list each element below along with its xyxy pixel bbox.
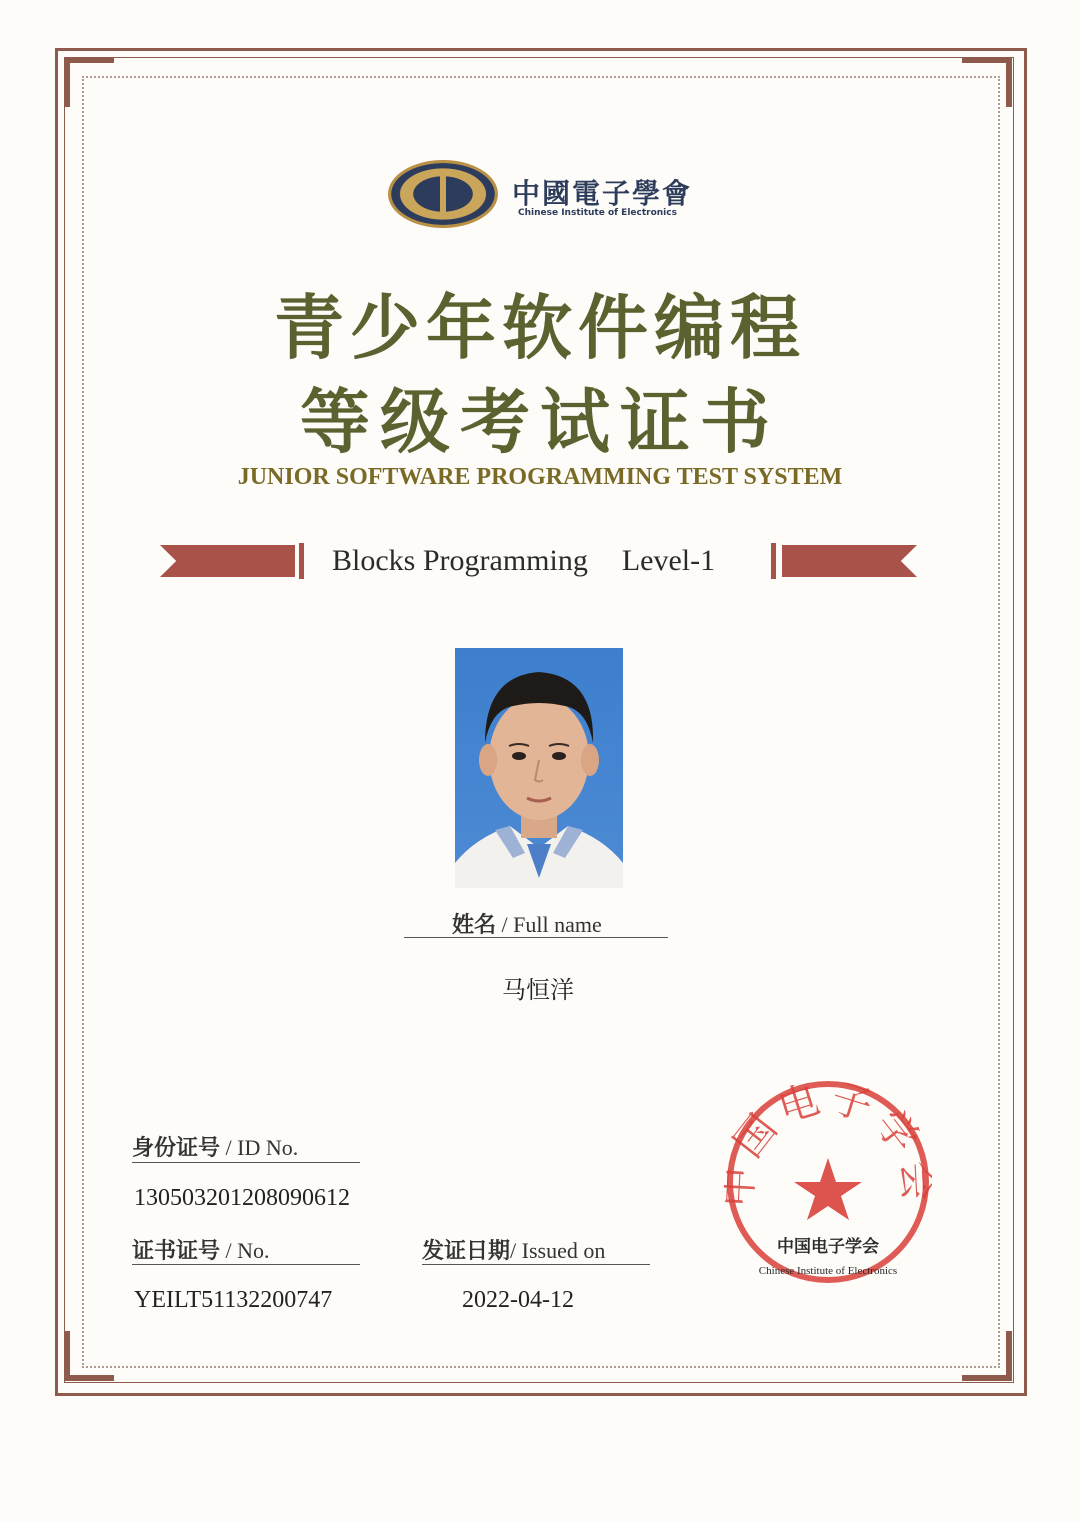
id-number-label [132, 1131, 298, 1162]
seal-ring-text: 国电子学 [725, 1078, 931, 1167]
certificate-label-cn: 证书证号 [132, 1238, 221, 1263]
issue-date-label [422, 1234, 605, 1265]
program-level [332, 544, 715, 578]
full-name-label-en: / Full name [496, 912, 602, 937]
issue-date-underline [422, 1264, 650, 1265]
seal-name-cn: 中国电子学会 [777, 1237, 879, 1257]
certificate-number-value: YEILT51132200747 [134, 1287, 333, 1313]
certificate-title-line1: 青少年软件编程 [274, 286, 806, 369]
id-underline [132, 1162, 360, 1163]
issue-date-label-cn: 发证日期 [422, 1238, 511, 1263]
institute-logo [388, 160, 698, 230]
id-label-cn: 身份证号 [132, 1135, 221, 1160]
corner-ornament [64, 57, 114, 107]
logo-name-cn: 中國電子學會 [512, 177, 693, 210]
certificate-label-en: / No. [220, 1238, 270, 1263]
program-level-value: Level-1 [621, 544, 716, 577]
ribbon-cap-left [299, 543, 304, 579]
certificate-number-label [132, 1234, 270, 1265]
name-underline [404, 937, 668, 938]
seal-name-en: Chinese Institute of Electronics [758, 1265, 898, 1277]
program-subject: Blocks Programming [332, 544, 588, 577]
ribbon-cap-right [771, 543, 776, 579]
certificate-underline [132, 1264, 360, 1265]
institute-emblem-icon [388, 160, 498, 228]
issue-date-label-en: / Issued on [510, 1238, 606, 1263]
issue-date-value: 2022-04-12 [462, 1287, 574, 1313]
id-label-en: / ID No. [220, 1135, 299, 1160]
official-seal [724, 1078, 932, 1286]
id-number-value: 130503201208090612 [134, 1185, 350, 1211]
logo-name-en: Chinese Institute of Electronics [518, 208, 677, 218]
full-name-label-cn: 姓名 [452, 912, 497, 937]
corner-ornament [962, 1331, 1012, 1381]
certificate-title-line2: 等级考试证书 [300, 380, 780, 463]
full-name-label [452, 908, 602, 939]
certificate-subtitle: JUNIOR SOFTWARE PROGRAMMING TEST SYSTEM [237, 464, 843, 490]
ribbon-right [782, 545, 917, 577]
corner-ornament [64, 1331, 114, 1381]
holder-photo [455, 648, 623, 888]
corner-ornament [962, 57, 1012, 107]
holder-name: 马恒洋 [502, 978, 574, 1004]
ribbon-left [160, 545, 295, 577]
